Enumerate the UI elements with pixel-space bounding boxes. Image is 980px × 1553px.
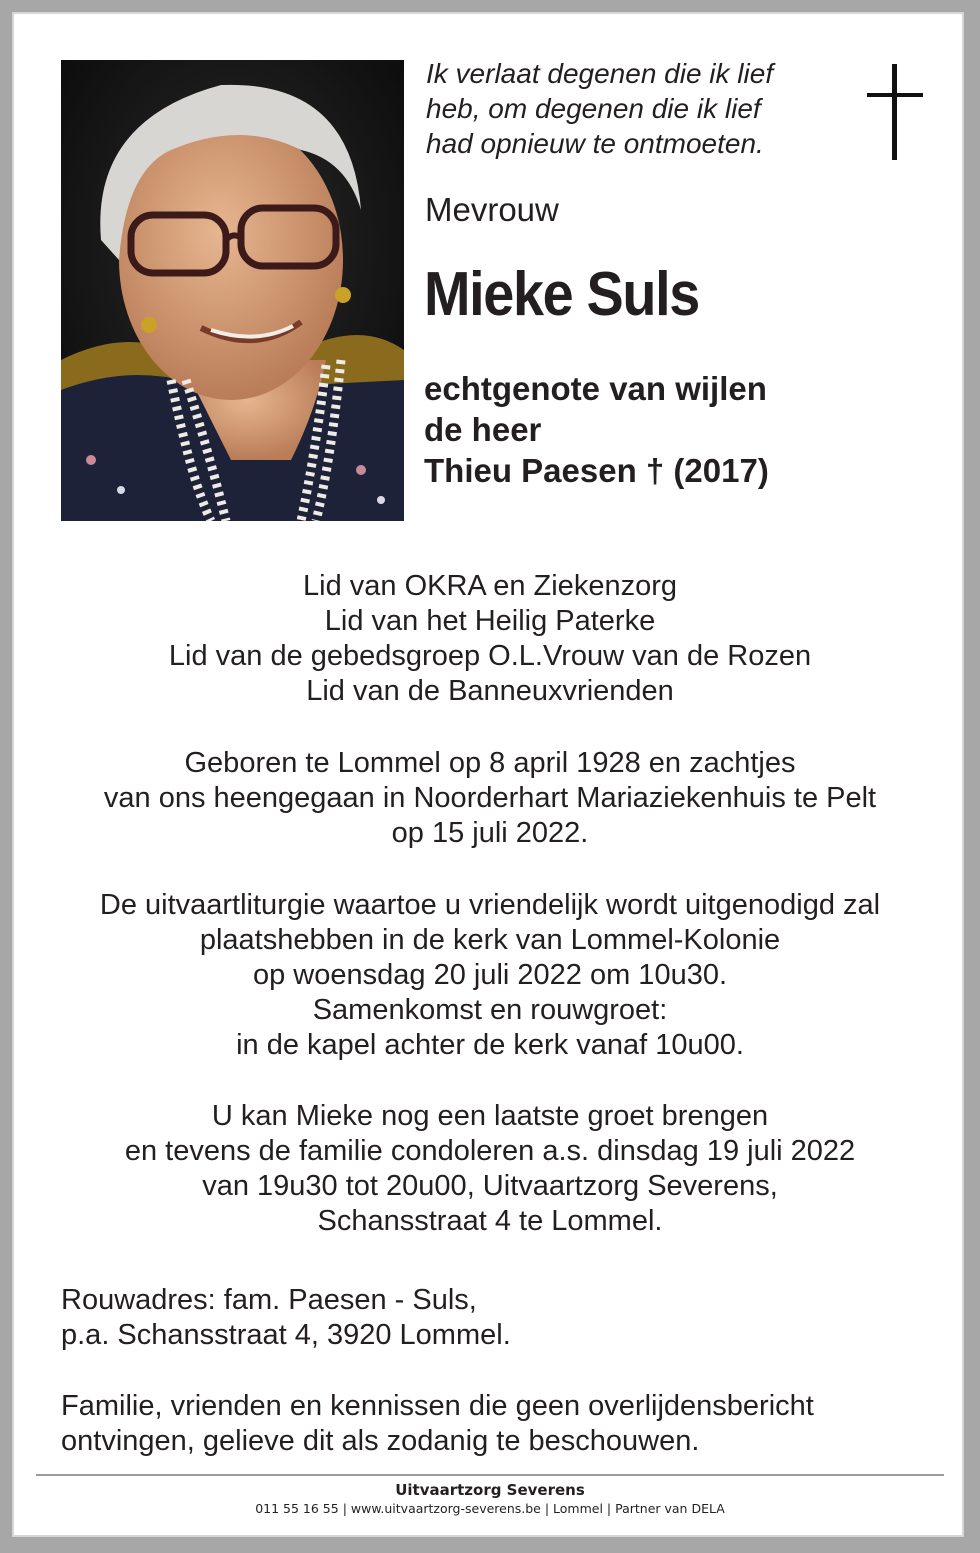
membership-line: Lid van het Heilig Paterke <box>324 605 656 637</box>
notice-line: ontvingen, gelieve dit als zodanig te beschouwen. <box>61 1425 700 1457</box>
funeral-line: De uitvaartliturgie waartoe u vriendelijk wordt uitgenodigd zal <box>99 889 881 921</box>
membership-line: Lid van de gebedsgroep O.L.Vrouw van de Rozen <box>168 640 812 672</box>
quote-line: had opnieuw te ontmoeten. <box>426 128 764 159</box>
funeral-home-info: 011 55 16 55 | www.uitvaartzorg-severens.be | Lommel | Partner van DELA <box>255 1501 725 1516</box>
portrait-photo <box>61 60 404 521</box>
footer-divider <box>36 1474 944 1476</box>
obituary-card <box>12 12 964 1537</box>
funeral-line: op woensdag 20 juli 2022 om 10u30. <box>252 959 728 991</box>
funeral-block <box>14 888 966 1063</box>
quote-line: Ik verlaat degenen die ik lief <box>426 58 774 89</box>
birth-death-block <box>14 746 966 851</box>
spouse-line: de heer <box>424 411 542 448</box>
memberships-block <box>14 569 966 709</box>
address-line: Rouwadres: fam. Paesen - Suls, <box>61 1284 477 1316</box>
spouse-info <box>424 368 769 491</box>
funeral-line: in de kapel achter de kerk vanaf 10u00. <box>236 1029 744 1061</box>
funeral-home-name: Uitvaartzorg Severens <box>395 1481 585 1499</box>
birth-death-line: van ons heengegaan in Noorderhart Mariaziekenhuis te Pelt <box>103 782 877 814</box>
membership-line: Lid van de Banneuxvrienden <box>306 675 674 707</box>
visitation-line: van 19u30 tot 20u00, Uitvaartzorg Severens, <box>202 1170 778 1202</box>
deceased-name: Mieke Suls <box>424 260 699 329</box>
spouse-line: echtgenote van wijlen <box>424 370 767 407</box>
memorial-quote <box>426 56 856 161</box>
notice-line: Familie, vrienden en kennissen die geen overlijdensbericht <box>61 1390 814 1422</box>
visitation-line: U kan Mieke nog een laatste groet brengen <box>211 1100 769 1132</box>
cross-icon <box>867 64 923 160</box>
quote-line: heb, om degenen die ik lief <box>426 93 761 124</box>
spouse-line: Thieu Paesen † (2017) <box>424 452 769 489</box>
membership-line: Lid van OKRA en Ziekenzorg <box>303 570 677 602</box>
address-line: p.a. Schansstraat 4, 3920 Lommel. <box>61 1319 511 1351</box>
notice-block <box>61 1389 941 1459</box>
birth-death-line: Geboren te Lommel op 8 april 1928 en zachtjes <box>184 747 796 779</box>
mourning-address-block <box>61 1283 941 1353</box>
visitation-block <box>14 1099 966 1239</box>
funeral-line: Samenkomst en rouwgroet: <box>312 994 668 1026</box>
visitation-line: Schansstraat 4 te Lommel. <box>317 1205 663 1237</box>
birth-death-line: op 15 juli 2022. <box>391 817 589 849</box>
salutation: Mevrouw <box>425 191 559 228</box>
visitation-line: en tevens de familie condoleren a.s. dinsdag 19 juli 2022 <box>124 1135 856 1167</box>
funeral-line: plaatshebben in de kerk van Lommel-Kolonie <box>199 924 781 956</box>
